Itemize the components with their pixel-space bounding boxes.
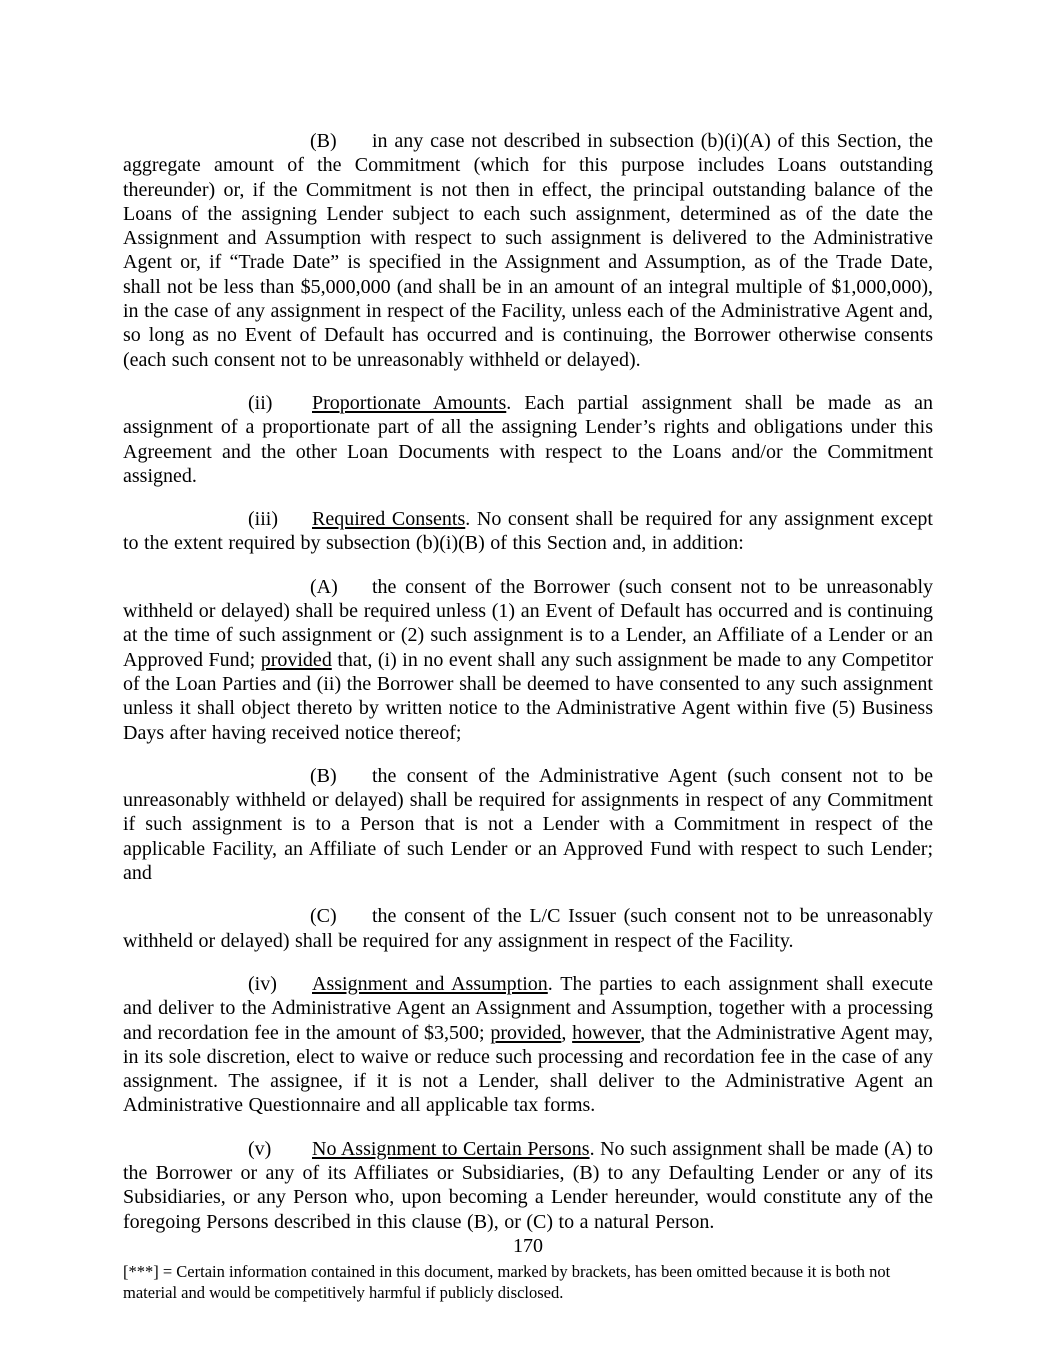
body-text [123, 129, 933, 1234]
underlined-phrase: Assignment and Assumption [312, 972, 548, 995]
footnote: [***] = Certain information contained in this document, marked by brackets, has been omitted because it is both not material and would be competitively harmful if publicly disclosed. [123, 1261, 891, 1302]
paragraph-label: (C) [310, 905, 337, 928]
paragraph-text: . No consent shall be required for any assignment except to the extent required by subsection (b)(i)(B) of this Section and, in addition: [123, 508, 933, 555]
paragraph [123, 575, 933, 745]
paragraph-label: (iii) [248, 508, 278, 531]
paragraph-text: , [561, 1021, 573, 1044]
underlined-phrase: provided [260, 648, 332, 671]
paragraph-label: (A) [310, 575, 338, 598]
paragraph-text: . Each partial assignment shall be made as an assignment of a proportionate part of all the assigning Lender’s rights and obligations under this Agreement and the other Loan Documents with respect to the Loans and/or the Commitment assigned. [123, 391, 934, 487]
underlined-phrase: No Assignment to Certain Persons [312, 1137, 590, 1160]
paragraph-text: . The parties to each assignment shall execute and deliver to the Administrative Agent an Assignment and Assumption, together with a processing and recordation fee in the amount of $3,500; [123, 972, 934, 1044]
paragraph [123, 904, 933, 953]
underlined-phrase: Required Consents [312, 508, 466, 531]
paragraph [123, 1137, 933, 1234]
paragraph-text: in any case not described in subsection (b)(i)(A) of this Section, the aggregate amount of the Commitment (which for this purpose includes Loans outstanding thereunder) or, if the Commitment is not then in effect, the principal outstanding balance of the Loans of the assigning Lender subject to each such assignment, determined as of the date the Assignment and Assumption with respect to such assignment is delivered to the Administrative Agent or, if “Trade Date” is specified in the Assignment and Assumption, as of the Trade Date, shall not be less than $5,000,000 (and shall be in an amount of an integral multiple of $1,000,000), in the case of any assignment in respect of the Facility, unless each of the Administrative Agent and, so long as no Event of Default has occurred and is continuing, the Borrower otherwise consents (each such consent not to be unreasonably withheld or delayed). [123, 130, 933, 371]
paragraph-label: (ii) [248, 391, 273, 414]
underlined-phrase: however [572, 1021, 641, 1044]
paragraph [123, 129, 933, 372]
underlined-phrase: provided [490, 1021, 562, 1044]
paragraph-label: (iv) [248, 972, 277, 995]
paragraph-label: (v) [248, 1137, 272, 1160]
paragraph-text: , that the Administrative Agent may, in its sole discretion, elect to waive or reduce such processing and recordation fee in the case of any assignment. The assignee, if it is not a Lender, shall deliver to the Administrative Agent an Administrative Questionnaire and all applicable tax forms. [123, 1021, 933, 1117]
paragraph [123, 972, 933, 1118]
paragraph-label: (B) [310, 764, 337, 787]
paragraph [123, 507, 933, 556]
paragraph-text: the consent of the L/C Issuer (such consent not to be unreasonably withheld or delayed) shall be required for any assignment in respect of the Facility. [123, 905, 933, 952]
paragraph-text: the consent of the Administrative Agent (such consent not to be unreasonably withheld or delayed) shall be required for assignments in respect of any Commitment if such assignment is to a Person that is not a Lender with a Commitment in respect of the applicable Facility, an Affiliate of such Lender or an Approved Fund with respect to such Lender; and [123, 764, 933, 885]
underlined-phrase: Proportionate Amounts [312, 391, 507, 414]
paragraph-label: (B) [310, 130, 337, 152]
paragraph [123, 764, 933, 885]
paragraph [123, 391, 933, 488]
paragraph-text: . No such assignment shall be made (A) to the Borrower or any of its Affiliates or Subsidiaries, (B) to any Defaulting Lender or any of its Subsidiaries, or any Person who, upon becoming a Lender hereunder, would constitute any of the foregoing Persons described in this clause (B), or (C) to a natural Person. [123, 1137, 934, 1233]
paragraph-text: the consent of the Borrower (such consent not to be unreasonably withheld or delayed) shall be required unless (1) an Event of Default has occurred and is continuing at the time of such assignment or (2) such assignment is to a Lender, an Affiliate of a Lender or an Approved Fund; [123, 575, 933, 671]
page-number: 170 [513, 1234, 543, 1257]
paragraph-text: that, (i) in no event shall any such assignment be made to any Competitor of the Loan Parties and (ii) the Borrower shall be deemed to have consented to any such assignment unless it shall object thereto by written notice to the Administrative Agent within five (5) Business Days after having received notice thereof; [123, 648, 933, 744]
